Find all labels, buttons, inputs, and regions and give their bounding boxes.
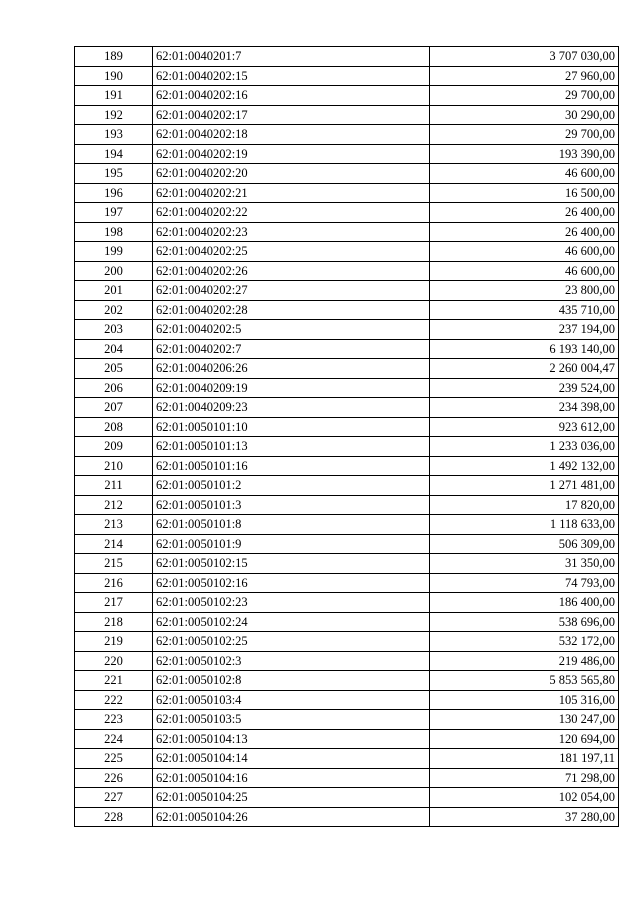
row-number-cell: 221 [75, 671, 153, 691]
row-number-cell: 215 [75, 554, 153, 574]
cadastral-number-cell: 62:01:0040202:21 [153, 183, 430, 203]
table-row [75, 437, 619, 457]
cadastral-number-cell: 62:01:0040202:18 [153, 125, 430, 145]
table-row [75, 164, 619, 184]
cadastral-number-cell: 62:01:0050101:13 [153, 437, 430, 457]
row-number-cell: 217 [75, 593, 153, 613]
cadastral-value-cell: 435 710,00 [430, 300, 619, 320]
cadastral-number-cell: 62:01:0050101:8 [153, 515, 430, 535]
table-row [75, 632, 619, 652]
table-row [75, 534, 619, 554]
cadastral-value-cell: 102 054,00 [430, 788, 619, 808]
cadastral-value-cell: 26 400,00 [430, 222, 619, 242]
table-row [75, 749, 619, 769]
cadastral-value-cell: 2 260 004,47 [430, 359, 619, 379]
table-row [75, 125, 619, 145]
cadastral-number-cell: 62:01:0050104:25 [153, 788, 430, 808]
table-row [75, 593, 619, 613]
cadastral-value-cell: 46 600,00 [430, 261, 619, 281]
cadastral-value-cell: 193 390,00 [430, 144, 619, 164]
cadastral-value-cell: 71 298,00 [430, 768, 619, 788]
row-number-cell: 198 [75, 222, 153, 242]
cadastral-number-cell: 62:01:0040202:16 [153, 86, 430, 106]
cadastral-number-cell: 62:01:0040201:7 [153, 47, 430, 67]
table-body [75, 47, 619, 827]
cadastral-value-cell: 1 118 633,00 [430, 515, 619, 535]
table-row [75, 359, 619, 379]
row-number-cell: 213 [75, 515, 153, 535]
row-number-cell: 194 [75, 144, 153, 164]
cadastral-number-cell: 62:01:0050102:16 [153, 573, 430, 593]
row-number-cell: 196 [75, 183, 153, 203]
table-row [75, 788, 619, 808]
row-number-cell: 223 [75, 710, 153, 730]
row-number-cell: 228 [75, 807, 153, 827]
cadastral-value-cell: 30 290,00 [430, 105, 619, 125]
cadastral-number-cell: 62:01:0040202:15 [153, 66, 430, 86]
row-number-cell: 210 [75, 456, 153, 476]
cadastral-number-cell: 62:01:0050104:13 [153, 729, 430, 749]
cadastral-number-cell: 62:01:0040202:27 [153, 281, 430, 301]
row-number-cell: 212 [75, 495, 153, 515]
cadastral-number-cell: 62:01:0050102:23 [153, 593, 430, 613]
table-row [75, 456, 619, 476]
row-number-cell: 205 [75, 359, 153, 379]
table-row [75, 203, 619, 223]
cadastral-value-cell: 219 486,00 [430, 651, 619, 671]
cadastral-value-cell: 37 280,00 [430, 807, 619, 827]
cadastral-value-cell: 1 233 036,00 [430, 437, 619, 457]
row-number-cell: 209 [75, 437, 153, 457]
table-row [75, 768, 619, 788]
row-number-cell: 218 [75, 612, 153, 632]
cadastral-number-cell: 62:01:0040209:23 [153, 398, 430, 418]
table-row [75, 183, 619, 203]
cadastral-value-cell: 6 193 140,00 [430, 339, 619, 359]
row-number-cell: 193 [75, 125, 153, 145]
table-row [75, 300, 619, 320]
cadastral-number-cell: 62:01:0040206:26 [153, 359, 430, 379]
cadastral-number-cell: 62:01:0040202:5 [153, 320, 430, 340]
row-number-cell: 226 [75, 768, 153, 788]
cadastral-value-cell: 17 820,00 [430, 495, 619, 515]
row-number-cell: 195 [75, 164, 153, 184]
row-number-cell: 216 [75, 573, 153, 593]
row-number-cell: 197 [75, 203, 153, 223]
cadastral-value-cell: 26 400,00 [430, 203, 619, 223]
cadastral-number-cell: 62:01:0050102:15 [153, 554, 430, 574]
row-number-cell: 219 [75, 632, 153, 652]
row-number-cell: 199 [75, 242, 153, 262]
cadastral-value-table [74, 46, 619, 827]
table-row [75, 320, 619, 340]
row-number-cell: 222 [75, 690, 153, 710]
cadastral-number-cell: 62:01:0050102:8 [153, 671, 430, 691]
cadastral-value-cell: 3 707 030,00 [430, 47, 619, 67]
cadastral-value-cell: 46 600,00 [430, 242, 619, 262]
table-row [75, 651, 619, 671]
row-number-cell: 203 [75, 320, 153, 340]
cadastral-number-cell: 62:01:0050101:3 [153, 495, 430, 515]
cadastral-value-cell: 1 492 132,00 [430, 456, 619, 476]
table-row [75, 398, 619, 418]
cadastral-value-cell: 5 853 565,80 [430, 671, 619, 691]
table-row [75, 573, 619, 593]
table-row [75, 144, 619, 164]
cadastral-value-cell: 105 316,00 [430, 690, 619, 710]
row-number-cell: 192 [75, 105, 153, 125]
cadastral-number-cell: 62:01:0050103:5 [153, 710, 430, 730]
table-row [75, 612, 619, 632]
table-row [75, 281, 619, 301]
cadastral-number-cell: 62:01:0040202:23 [153, 222, 430, 242]
cadastral-number-cell: 62:01:0050101:9 [153, 534, 430, 554]
cadastral-value-cell: 532 172,00 [430, 632, 619, 652]
table-row [75, 242, 619, 262]
row-number-cell: 225 [75, 749, 153, 769]
cadastral-number-cell: 62:01:0050104:14 [153, 749, 430, 769]
table-row [75, 66, 619, 86]
row-number-cell: 227 [75, 788, 153, 808]
table-row [75, 515, 619, 535]
cadastral-value-cell: 538 696,00 [430, 612, 619, 632]
row-number-cell: 208 [75, 417, 153, 437]
cadastral-value-cell: 31 350,00 [430, 554, 619, 574]
table-row [75, 222, 619, 242]
cadastral-number-cell: 62:01:0050102:25 [153, 632, 430, 652]
cadastral-value-cell: 29 700,00 [430, 125, 619, 145]
cadastral-value-cell: 1 271 481,00 [430, 476, 619, 496]
cadastral-number-cell: 62:01:0040202:20 [153, 164, 430, 184]
table-row [75, 495, 619, 515]
cadastral-number-cell: 62:01:0040202:26 [153, 261, 430, 281]
cadastral-value-cell: 239 524,00 [430, 378, 619, 398]
cadastral-number-cell: 62:01:0050102:24 [153, 612, 430, 632]
cadastral-number-cell: 62:01:0040209:19 [153, 378, 430, 398]
cadastral-value-cell: 237 194,00 [430, 320, 619, 340]
table-row [75, 378, 619, 398]
table-row [75, 710, 619, 730]
cadastral-value-cell: 186 400,00 [430, 593, 619, 613]
row-number-cell: 204 [75, 339, 153, 359]
row-number-cell: 206 [75, 378, 153, 398]
cadastral-value-cell: 181 197,11 [430, 749, 619, 769]
cadastral-value-cell: 29 700,00 [430, 86, 619, 106]
row-number-cell: 201 [75, 281, 153, 301]
table-row [75, 729, 619, 749]
cadastral-value-cell: 16 500,00 [430, 183, 619, 203]
cadastral-number-cell: 62:01:0040202:25 [153, 242, 430, 262]
table-row [75, 261, 619, 281]
cadastral-number-cell: 62:01:0050103:4 [153, 690, 430, 710]
table-row [75, 671, 619, 691]
table-row [75, 476, 619, 496]
row-number-cell: 189 [75, 47, 153, 67]
row-number-cell: 202 [75, 300, 153, 320]
cadastral-value-cell: 120 694,00 [430, 729, 619, 749]
cadastral-number-cell: 62:01:0040202:7 [153, 339, 430, 359]
cadastral-number-cell: 62:01:0050101:16 [153, 456, 430, 476]
cadastral-number-cell: 62:01:0050101:10 [153, 417, 430, 437]
cadastral-value-cell: 46 600,00 [430, 164, 619, 184]
row-number-cell: 214 [75, 534, 153, 554]
table-row [75, 690, 619, 710]
row-number-cell: 211 [75, 476, 153, 496]
table-row [75, 47, 619, 67]
cadastral-value-cell: 27 960,00 [430, 66, 619, 86]
cadastral-value-cell: 74 793,00 [430, 573, 619, 593]
cadastral-value-cell: 23 800,00 [430, 281, 619, 301]
table-row [75, 554, 619, 574]
table-row [75, 807, 619, 827]
row-number-cell: 207 [75, 398, 153, 418]
table-row [75, 417, 619, 437]
row-number-cell: 220 [75, 651, 153, 671]
table-row [75, 339, 619, 359]
cadastral-number-cell: 62:01:0050101:2 [153, 476, 430, 496]
table-row [75, 105, 619, 125]
row-number-cell: 190 [75, 66, 153, 86]
cadastral-number-cell: 62:01:0050102:3 [153, 651, 430, 671]
row-number-cell: 224 [75, 729, 153, 749]
cadastral-number-cell: 62:01:0050104:16 [153, 768, 430, 788]
cadastral-number-cell: 62:01:0040202:28 [153, 300, 430, 320]
cadastral-number-cell: 62:01:0050104:26 [153, 807, 430, 827]
table-row [75, 86, 619, 106]
cadastral-number-cell: 62:01:0040202:22 [153, 203, 430, 223]
cadastral-value-cell: 234 398,00 [430, 398, 619, 418]
cadastral-value-cell: 923 612,00 [430, 417, 619, 437]
cadastral-number-cell: 62:01:0040202:17 [153, 105, 430, 125]
cadastral-number-cell: 62:01:0040202:19 [153, 144, 430, 164]
row-number-cell: 191 [75, 86, 153, 106]
row-number-cell: 200 [75, 261, 153, 281]
cadastral-value-cell: 506 309,00 [430, 534, 619, 554]
cadastral-value-cell: 130 247,00 [430, 710, 619, 730]
